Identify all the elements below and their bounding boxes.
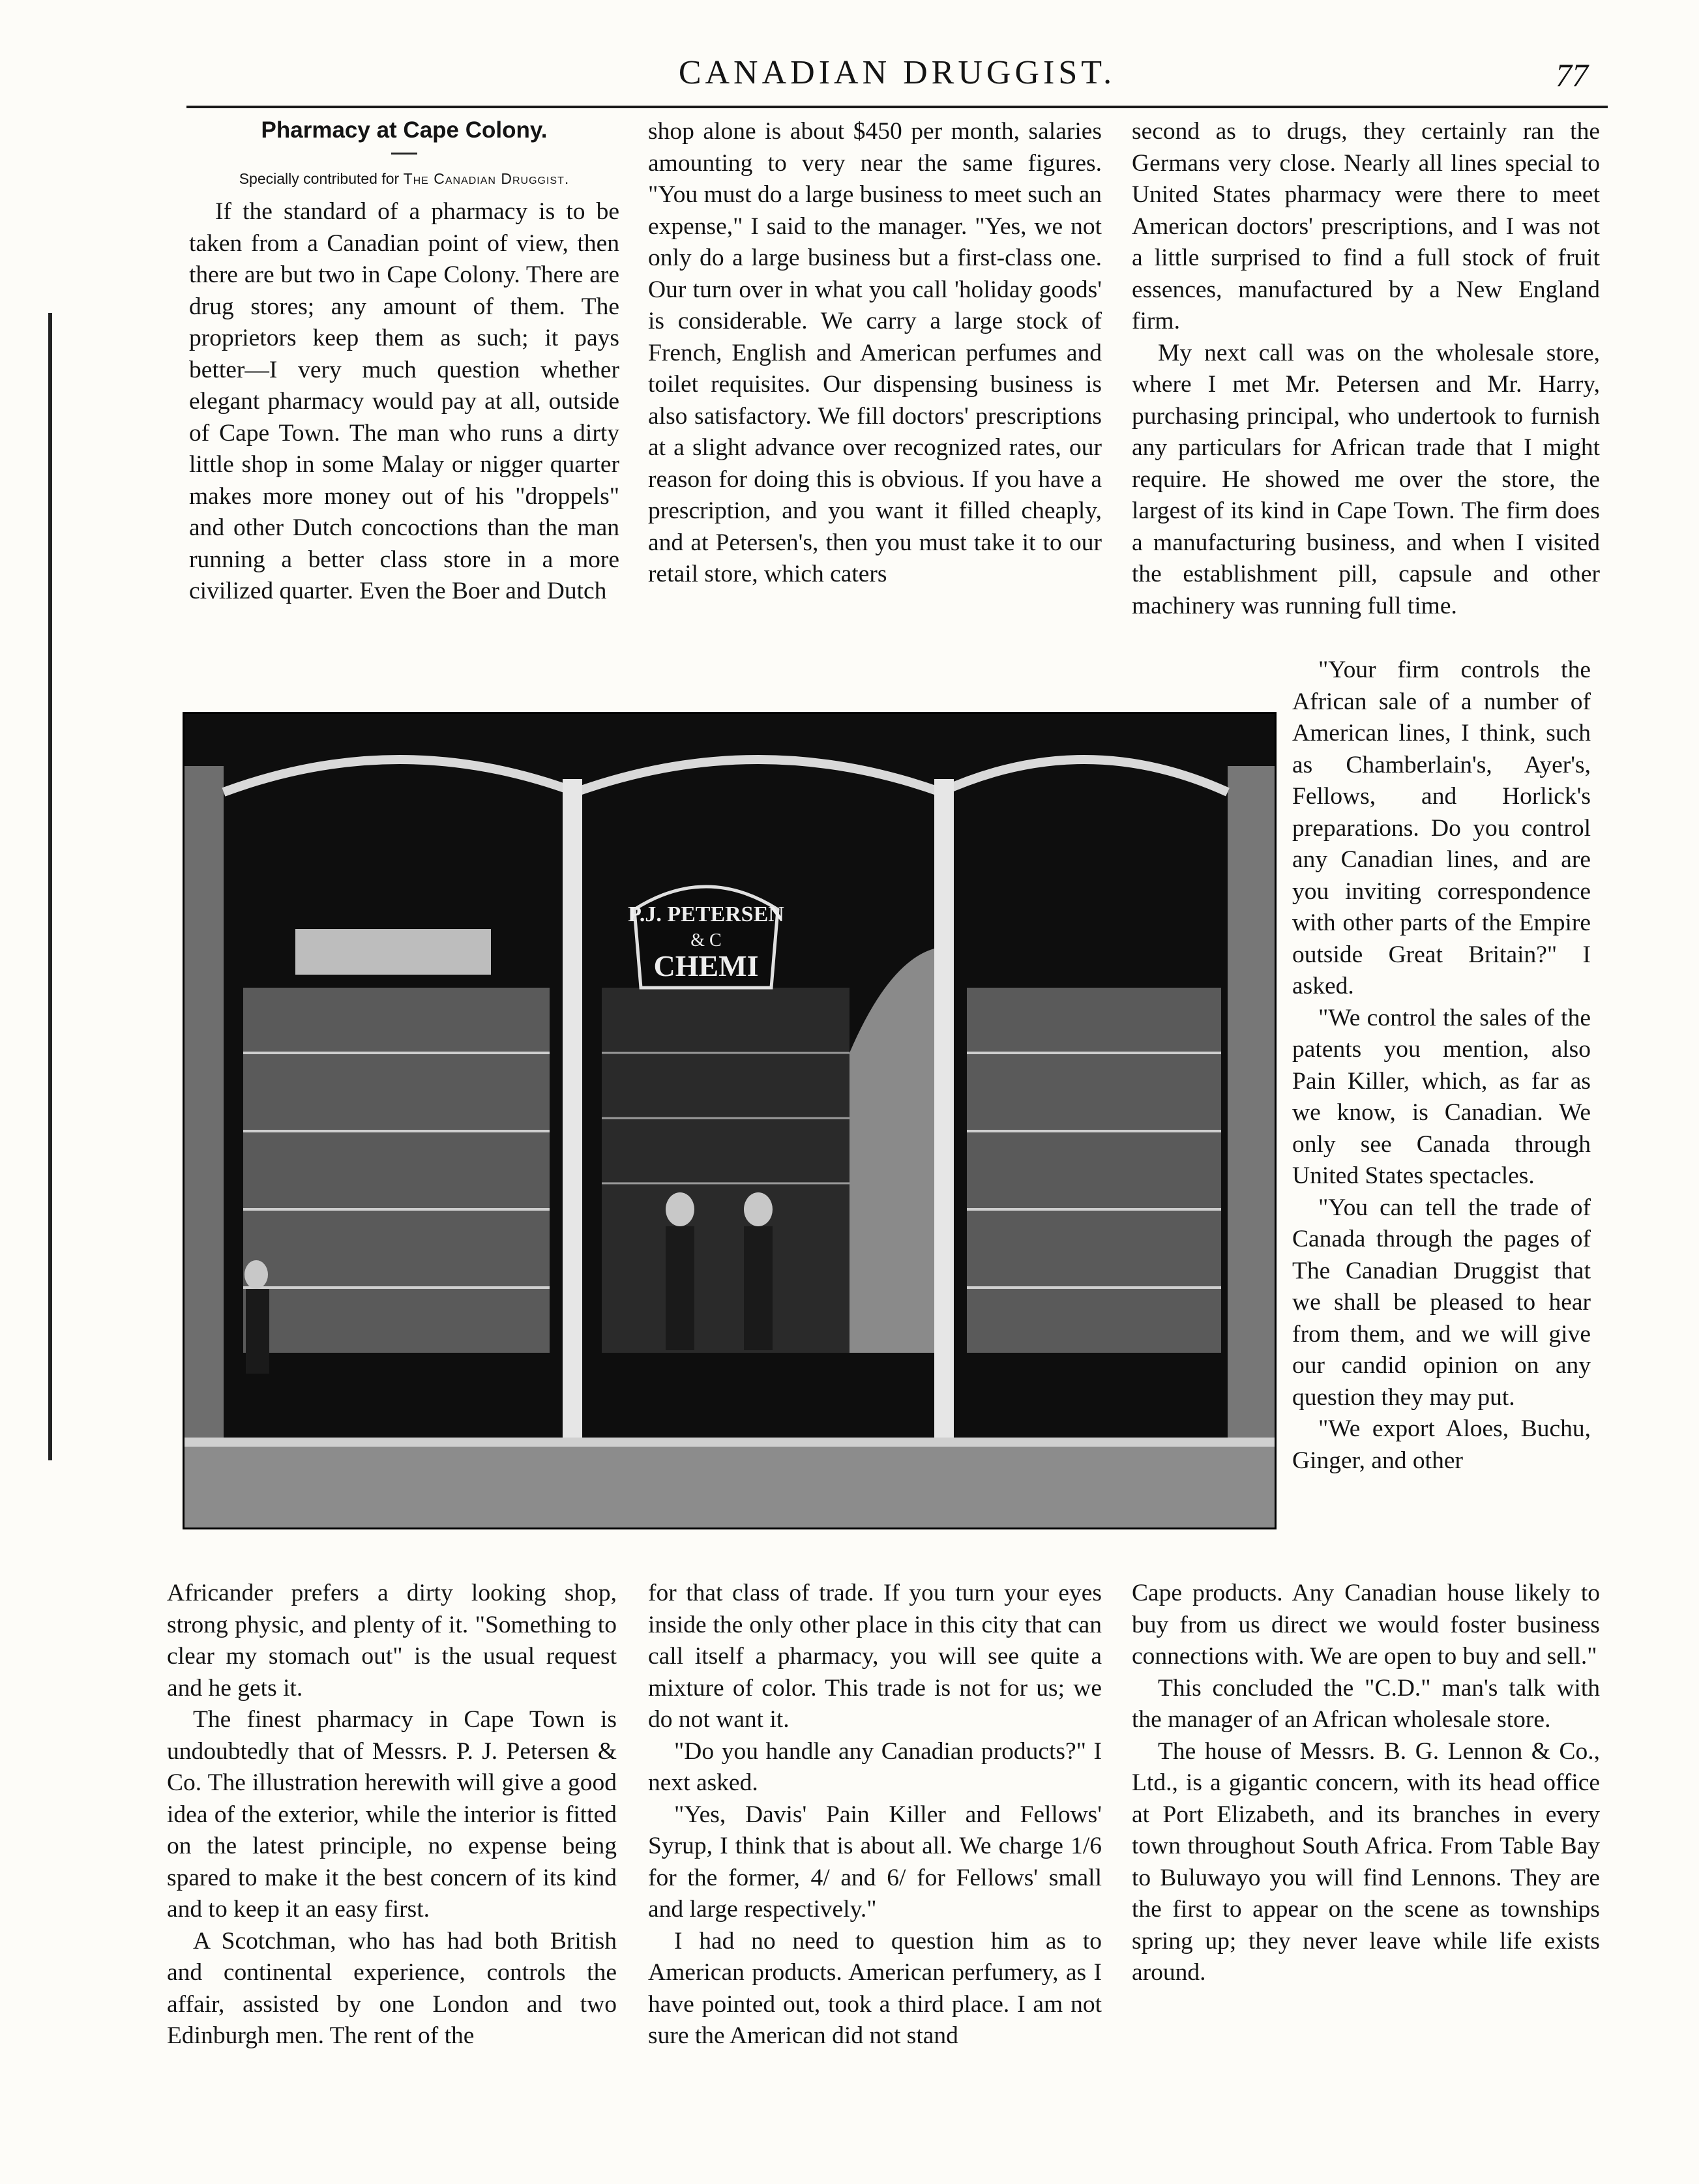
scan-margin-line [48,313,52,1460]
column-right-bottom [1132,1578,1600,1989]
article-title: Pharmacy at Cape Colony. [261,117,548,143]
page-header [186,50,1608,108]
paragraph: "Do you handle any Canadian products?" I next asked. [648,1737,1102,1796]
paragraph: second as to drugs, they certainly ran the Germans very close. Nearly all lines special to United States pharmacy were there to meet American doctors' prescriptions, and I was not a little surprised to find a full stock of fruit essences, manufactured by a New England firm. [1132,118,1600,334]
paragraph: "Yes, Davis' Pain Killer and Fellows' Syrup, I think that is about all. We charge 1/6 for the former, 4/ and 6/ for Fellows' small and large respectively." [648,1801,1102,1923]
shop-front-illustration [185,714,1275,1527]
paragraph: Africander prefers a dirty looking shop, strong physic, and plenty of it. "Something to clear my stomach out" is the usual request and he gets it. [167,1580,617,1702]
journal-title: CANADIAN DRUGGIST. [678,54,1116,91]
page-number: 77 [1556,57,1588,93]
sign-sub: & C [690,930,722,951]
column-left-top [189,116,619,608]
paragraph: Cape products. Any Canadian house likely to buy from us direct we would foster business connections with. We are open to buy and sell." [1132,1580,1600,1670]
paragraph: I had no need to question him as to American products. American perfumery, as I have pointed out, took a third place. I am not sure the American did not stand [648,1927,1102,2049]
paragraph: "Your firm controls the African sale of a number of American lines, I think, such as Chamberlain's, Ayer's, Fellows, and Horlick's preparations. Do you control any Canadian lines, and are you inviting correspondence with other parts of the Empire outside Great Britain?" I asked. [1292,657,1591,999]
paragraph: My next call was on the wholesale store, where I met Mr. Petersen and Mr. Harry, purchasing principal, who undertook to furnish any particulars for African trade that I might require. He showed me over the store, the largest of its kind in Cape Town. The firm does a manufacturing business, and when I visited the establishment pill, capsule and other machinery was running full time. [1132,339,1600,619]
title-rule [391,153,417,155]
column-middle-top [648,116,1102,591]
paragraph: If the standard of a pharmacy is to be taken from a Canadian point of view, then there are but two in Cape Colony. There are drug stores; any amount of them. The proprietors keep them as such; it pays better—I very much question whether elegant pharmacy would pay at all, outside of Cape Town. The man who runs a dirty little shop in some Malay or nigger quarter makes more money out of his "droppels" and other Dutch concoctions than the man running a better class store in a more civilized quarter. Even the Boer and Dutch [189,198,619,604]
column-left-bottom [167,1578,617,2052]
paragraph: for that class of trade. If you turn your eyes inside the only other place in this city that can call itself a pharmacy, you will see quite a mixture of color. This trade is not for us; we do not want it. [648,1580,1102,1733]
column-middle-bottom [648,1578,1102,2052]
sign-name: P.J. PETERSEN [628,902,784,926]
paragraph: This concluded the "C.D." man's talk with the manager of an African wholesale store. [1132,1674,1600,1733]
sign-word: CHEMI [653,949,759,982]
paragraph: The house of Messrs. B. G. Lennon & Co., Ltd., is a gigantic concern, with its head office at Port Elizabeth, and its branches in every town throughout South Africa. From Table Bay to Buluwayo you will find Lennons. They are the first to appear on the scene as townships spring up; they never leave while life exists around. [1132,1737,1600,1986]
column-right-top [1132,116,1600,622]
article-byline [189,168,619,190]
byline-prefix: Specially contributed for [239,170,400,187]
paragraph: A Scotchman, who has had both British and continental experience, controls the affair, assisted by one London and two Edinburgh men. The rent of the [167,1927,617,2049]
paragraph: "We export Aloes, Buchu, Ginger, and other [1292,1415,1591,1474]
paragraph: "You can tell the trade of Canada through the pages of The Canadian Druggist that we shall be pleased to hear from them, and we will give our candid opinion on any question they may put. [1292,1194,1591,1411]
paragraph: "We control the sales of the patents you mention, also Pain Killer, which, as far as we know, is Canadian. We only see Canada through United States spectacles. [1292,1004,1591,1189]
column-right-narrow [1292,655,1591,1477]
shop-front-photo [183,712,1277,1529]
paragraph: The finest pharmacy in Cape Town is undoubtedly that of Messrs. P. J. Petersen & Co. The illustration herewith will give a good idea of the exterior, while the interior is fitted on the latest principle, no expense being spared to make it the best concern of its kind and to keep it an easy first. [167,1706,617,1923]
paragraph: shop alone is about $450 per month, salaries amounting to very near the same figures. "You must do a large business to meet such an expense," I said to the manager. "Yes, we not only do a large business but a first-class one. Our turn over in what you call 'holiday goods' is considerable. We carry a large stock of French, English and American perfumes and toilet requisites. Our dispensing business is also satisfactory. We fill doctors' prescriptions at a slight advance over recognized rates, our reason for doing this is obvious. If you have a prescription, and you want it filled cheaply, and at Petersen's, then you must take it to our retail store, which caters [648,118,1102,587]
byline-publication: The Canadian Druggist. [403,170,570,187]
